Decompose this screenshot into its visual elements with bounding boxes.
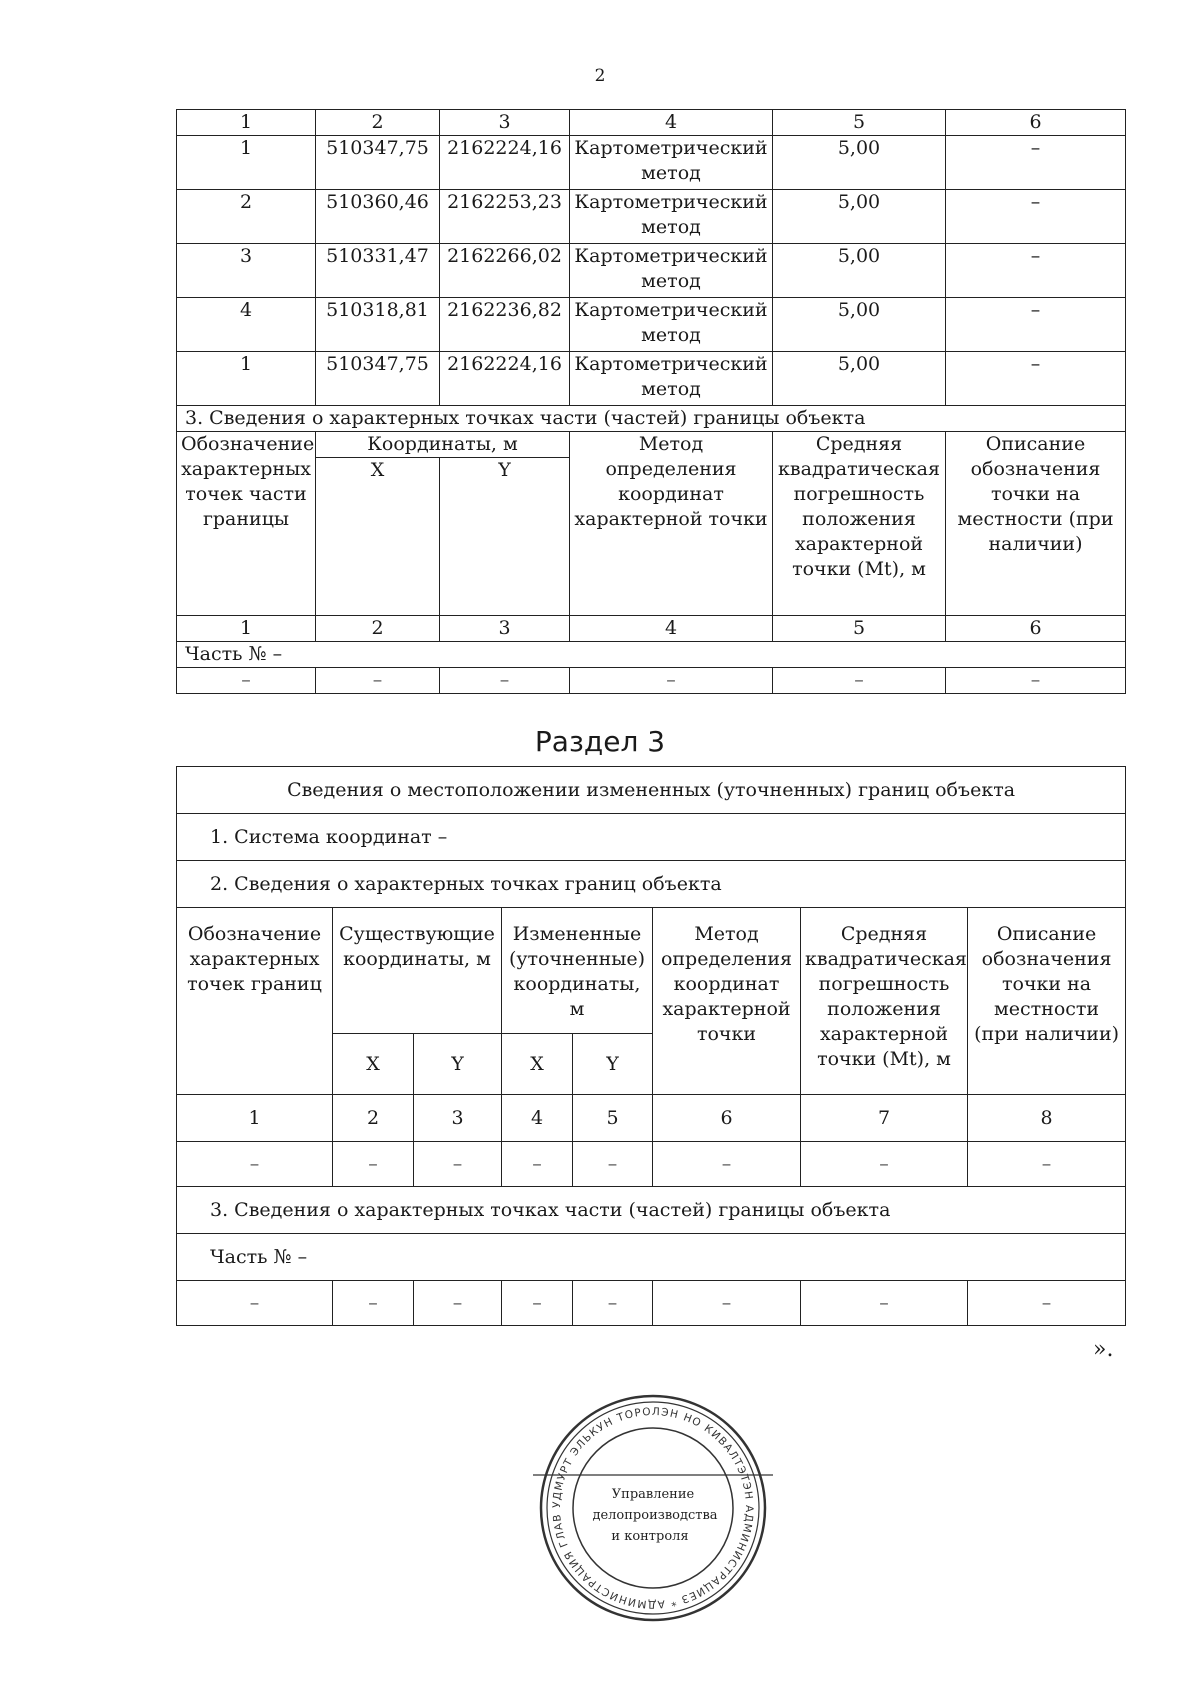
empty-cell: – bbox=[316, 668, 440, 694]
empty-cell: – bbox=[333, 1281, 414, 1326]
empty-cell: – bbox=[573, 1142, 653, 1187]
column-number-row bbox=[177, 1095, 1126, 1142]
part-label-row bbox=[177, 1234, 1126, 1281]
points-table-continued bbox=[176, 109, 1126, 694]
point-number: 2 bbox=[177, 190, 316, 244]
table-row bbox=[177, 298, 1126, 352]
stamp-line3: и контроля bbox=[611, 1529, 689, 1544]
section-title: Раздел 3 bbox=[534, 725, 666, 758]
col-number: 1 bbox=[177, 110, 316, 136]
col-number: 2 bbox=[316, 616, 440, 642]
empty-cell: – bbox=[801, 1142, 968, 1187]
column-number-row bbox=[177, 110, 1126, 136]
col-number: 4 bbox=[570, 616, 773, 642]
header-x-existing: X bbox=[333, 1034, 414, 1095]
closing-quote: ». bbox=[1093, 1337, 1114, 1362]
col-number: 6 bbox=[946, 110, 1126, 136]
description: – bbox=[946, 244, 1126, 298]
col-number: 2 bbox=[333, 1095, 414, 1142]
method: Картометрический метод bbox=[570, 352, 773, 406]
description: – bbox=[946, 298, 1126, 352]
col-number: 3 bbox=[440, 110, 570, 136]
coord-system-row bbox=[177, 814, 1126, 861]
page-number: 2 bbox=[594, 66, 606, 86]
empty-cell: – bbox=[653, 1142, 801, 1187]
mt-value: 5,00 bbox=[773, 190, 946, 244]
coord-system: 1. Система координат – bbox=[177, 814, 1126, 861]
empty-cell: – bbox=[801, 1281, 968, 1326]
part-heading: 3. Сведения о характерных точках части (частей) границы объекта bbox=[177, 1187, 1126, 1234]
method: Картометрический метод bbox=[570, 190, 773, 244]
point-number: 1 bbox=[177, 352, 316, 406]
empty-cell: – bbox=[968, 1281, 1126, 1326]
col-number: 5 bbox=[773, 110, 946, 136]
empty-row bbox=[177, 1142, 1126, 1187]
part-label: Часть № – bbox=[177, 642, 1126, 668]
header-mt: Средняя квадратическая погрешность положения характерной точки (Mt), м bbox=[773, 432, 946, 616]
empty-cell: – bbox=[573, 1281, 653, 1326]
part-label: Часть № – bbox=[177, 1234, 1126, 1281]
description: – bbox=[946, 352, 1126, 406]
header-description: Описание обозначения точки на местности (при наличии) bbox=[946, 432, 1126, 616]
column-number-row bbox=[177, 616, 1126, 642]
header-x-changed: X bbox=[502, 1034, 573, 1095]
empty-cell: – bbox=[177, 1142, 333, 1187]
description: – bbox=[946, 190, 1126, 244]
empty-cell: – bbox=[177, 1281, 333, 1326]
empty-cell: – bbox=[946, 668, 1126, 694]
mt-value: 5,00 bbox=[773, 244, 946, 298]
empty-cell: – bbox=[968, 1142, 1126, 1187]
points-heading: 2. Сведения о характерных точках границ объекта bbox=[177, 861, 1126, 908]
stamp-seal-icon bbox=[533, 1388, 773, 1628]
header-mt: Средняя квадратическая погрешность положения характерной точки (Mt), м bbox=[801, 908, 968, 1095]
col-number: 1 bbox=[177, 1095, 333, 1142]
method: Картометрический метод bbox=[570, 244, 773, 298]
table-row bbox=[177, 190, 1126, 244]
header-x: X bbox=[316, 458, 440, 616]
header-method: Метод определения координат характерной точки bbox=[570, 432, 773, 616]
point-number: 3 bbox=[177, 244, 316, 298]
part-heading-row bbox=[177, 1187, 1126, 1234]
col-number: 8 bbox=[968, 1095, 1126, 1142]
col-number: 3 bbox=[440, 616, 570, 642]
empty-cell: – bbox=[502, 1281, 573, 1326]
header-existing: Существующие координаты, м bbox=[333, 908, 502, 1034]
coord-y: 2162266,02 bbox=[440, 244, 570, 298]
coord-x: 510360,46 bbox=[316, 190, 440, 244]
coord-x: 510331,47 bbox=[316, 244, 440, 298]
col-number: 6 bbox=[946, 616, 1126, 642]
header-y-changed: Y bbox=[573, 1034, 653, 1095]
part-label-row bbox=[177, 642, 1126, 668]
header-coords: Координаты, м bbox=[316, 432, 570, 458]
col-number: 7 bbox=[801, 1095, 968, 1142]
mt-value: 5,00 bbox=[773, 136, 946, 190]
col-number: 4 bbox=[570, 110, 773, 136]
description: – bbox=[946, 136, 1126, 190]
header-y: Y bbox=[440, 458, 570, 616]
mt-value: 5,00 bbox=[773, 298, 946, 352]
header-description: Описание обозначения точки на местности (при наличии) bbox=[968, 908, 1126, 1095]
header-method: Метод определения координат характерной точки bbox=[653, 908, 801, 1095]
empty-cell: – bbox=[570, 668, 773, 694]
col-number: 5 bbox=[573, 1095, 653, 1142]
empty-row bbox=[177, 668, 1126, 694]
header-designation: Обозначение характерных точек границ bbox=[177, 908, 333, 1095]
coord-x: 510347,75 bbox=[316, 136, 440, 190]
col-number: 6 bbox=[653, 1095, 801, 1142]
header-changed: Измененные (уточненные) координаты, м bbox=[502, 908, 653, 1034]
part-heading: 3. Сведения о характерных точках части (частей) границы объекта bbox=[177, 406, 1126, 432]
table-row bbox=[177, 244, 1126, 298]
coord-y: 2162236,82 bbox=[440, 298, 570, 352]
coord-y: 2162224,16 bbox=[440, 136, 570, 190]
empty-row bbox=[177, 1281, 1126, 1326]
coord-x: 510347,75 bbox=[316, 352, 440, 406]
empty-cell: – bbox=[440, 668, 570, 694]
stamp-line2: делопроизводства bbox=[592, 1508, 718, 1523]
empty-cell: – bbox=[414, 1142, 502, 1187]
changed-boundaries-table bbox=[176, 766, 1126, 1326]
table-row bbox=[177, 352, 1126, 406]
method: Картометрический метод bbox=[570, 136, 773, 190]
point-number: 1 bbox=[177, 136, 316, 190]
empty-cell: – bbox=[502, 1142, 573, 1187]
empty-cell: – bbox=[177, 668, 316, 694]
point-number: 4 bbox=[177, 298, 316, 352]
empty-cell: – bbox=[414, 1281, 502, 1326]
header-designation: Обозначение характерных точек части границы bbox=[177, 432, 316, 616]
coord-y: 2162224,16 bbox=[440, 352, 570, 406]
empty-cell: – bbox=[773, 668, 946, 694]
table-title-row bbox=[177, 767, 1126, 814]
table-row bbox=[177, 136, 1126, 190]
mt-value: 5,00 bbox=[773, 352, 946, 406]
coord-x: 510318,81 bbox=[316, 298, 440, 352]
stamp-ring-text: УДМУРТ ЭЛЬКУН ТОРОЛЭН НО КИВАЛТЭТЭН АДМИНИСТРАЦИЕЗ * АДМИНИСТРАЦИЯ ГЛАВ bbox=[550, 1405, 756, 1611]
col-number: 2 bbox=[316, 110, 440, 136]
header-row bbox=[177, 432, 1126, 458]
points-heading-row bbox=[177, 861, 1126, 908]
method: Картометрический метод bbox=[570, 298, 773, 352]
col-number: 3 bbox=[414, 1095, 502, 1142]
col-number: 4 bbox=[502, 1095, 573, 1142]
empty-cell: – bbox=[333, 1142, 414, 1187]
part-heading-row bbox=[177, 406, 1126, 432]
official-stamp bbox=[533, 1388, 773, 1632]
empty-cell: – bbox=[653, 1281, 801, 1326]
table-title: Сведения о местоположении измененных (уточненных) границ объекта bbox=[177, 767, 1126, 814]
header-row bbox=[177, 908, 1126, 1034]
col-number: 1 bbox=[177, 616, 316, 642]
col-number: 5 bbox=[773, 616, 946, 642]
header-y-existing: Y bbox=[414, 1034, 502, 1095]
stamp-line1: Управление bbox=[611, 1487, 695, 1502]
coord-y: 2162253,23 bbox=[440, 190, 570, 244]
